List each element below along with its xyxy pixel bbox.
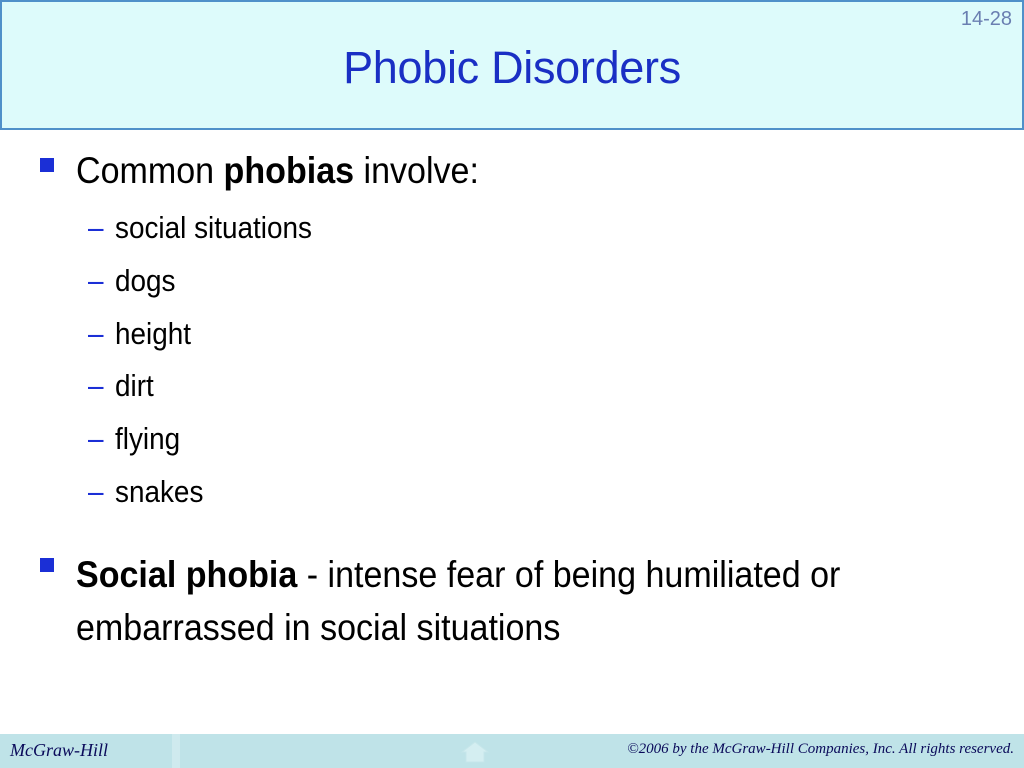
sub-item-text: social situations [115, 210, 312, 245]
bullet-square-icon [40, 558, 54, 572]
sub-item [88, 210, 312, 246]
dash-icon: – [88, 421, 104, 456]
copyright-notice: ©2006 by the McGraw-Hill Companies, Inc. All rights reserved. [627, 741, 1014, 757]
sub-item-text: flying [115, 421, 181, 456]
bullet-prefix: Common [76, 150, 224, 191]
sub-item [88, 474, 203, 510]
sub-item [88, 263, 176, 299]
sub-item-text: snakes [115, 474, 204, 509]
sub-item-text: height [115, 316, 192, 351]
sub-item-text: dogs [115, 263, 176, 298]
bullet-common-phobias [76, 150, 479, 192]
sub-item-text: dirt [115, 368, 154, 403]
title-box [0, 0, 1024, 130]
bullet-suffix: - intense fear of being humiliated or embarrassed in social situations [76, 554, 841, 648]
dash-icon: – [88, 263, 104, 298]
publisher-name: McGraw-Hill [10, 740, 108, 760]
dash-icon: – [88, 210, 104, 245]
slide-title: Phobic Disorders [343, 42, 681, 93]
footer-divider [172, 734, 180, 768]
footer-bar [0, 734, 1024, 768]
dash-icon: – [88, 368, 104, 403]
bullet-square-icon [40, 158, 54, 172]
bullet-bold-term: phobias [223, 150, 355, 191]
bullet-bold-term: Social phobia [76, 554, 298, 595]
dash-icon: – [88, 316, 104, 351]
dash-icon: – [88, 474, 104, 509]
bullet-suffix: involve: [354, 150, 479, 191]
sub-item [88, 368, 154, 404]
slide-number: 14-28 [960, 8, 1012, 30]
bullet-social-phobia [76, 548, 922, 654]
sub-item [88, 421, 180, 457]
sub-item [88, 316, 191, 352]
home-icon[interactable] [460, 740, 490, 764]
